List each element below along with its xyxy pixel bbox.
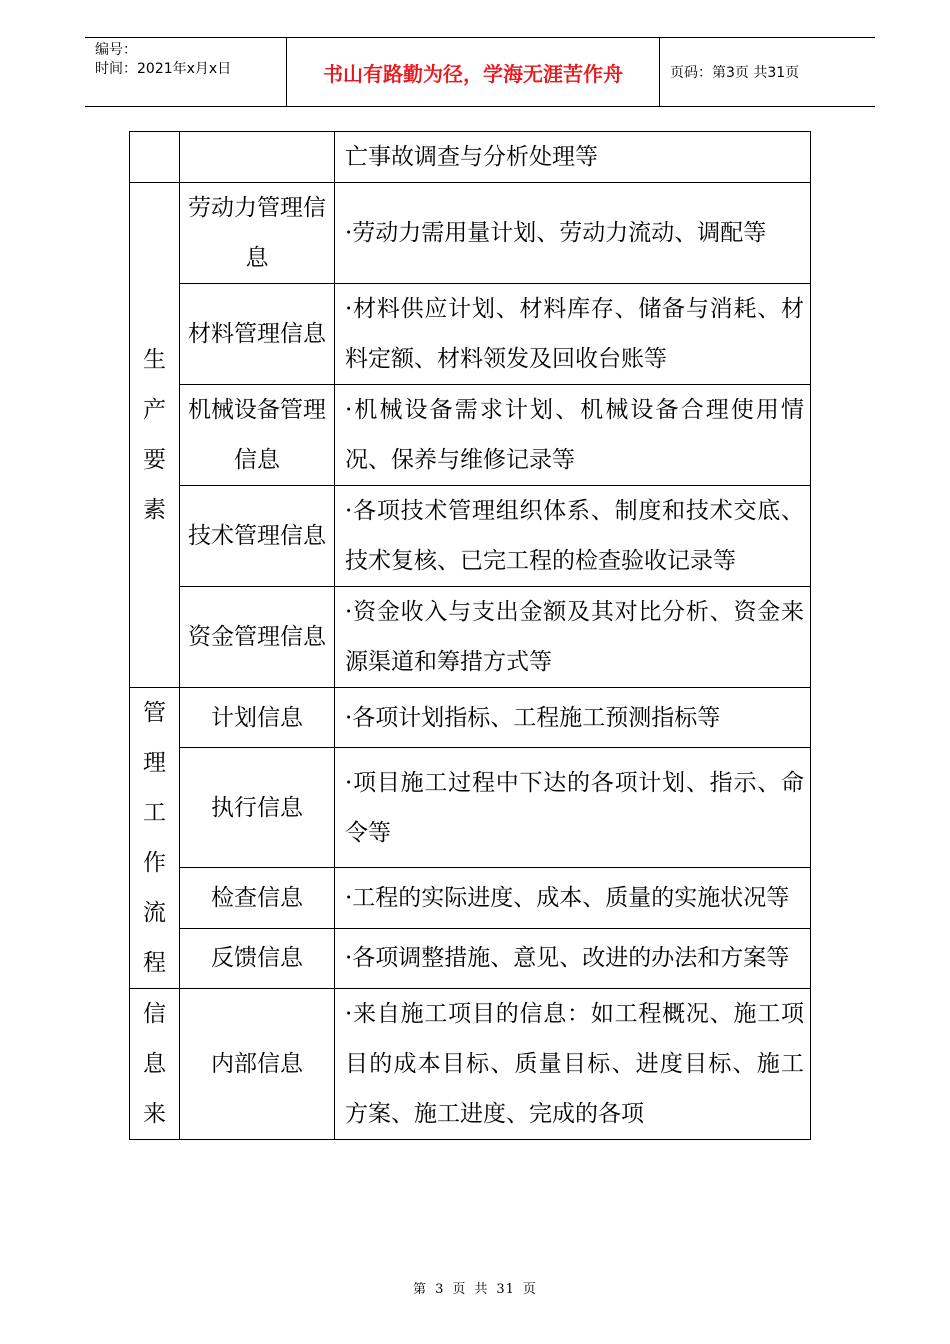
header-meta: [85, 38, 287, 106]
table-row: [130, 928, 811, 988]
sub-category-label: 资金管理信息: [180, 587, 335, 688]
sub-category-label: 材料管理信息: [180, 284, 335, 385]
row-description: ·各项调整措施、意见、改进的办法和方案等: [335, 928, 811, 988]
table-row: [130, 183, 811, 284]
sub-category-label: 机械设备管理信息: [180, 385, 335, 486]
category-production-factors: 生产要素: [130, 183, 180, 688]
header-page-number: 页码：第3页 共31页: [670, 65, 800, 81]
footer-total-pages: 31: [496, 1282, 515, 1297]
footer-text: 第: [413, 1282, 428, 1297]
row-description: ·来自施工项目的信息：如工程概况、施工项目的成本目标、质量目标、进度目标、施工方案、施工进度、完成的各项: [335, 989, 811, 1140]
row-description: ·项目施工过程中下达的各项计划、指示、命令等: [335, 748, 811, 868]
row-description: ·工程的实际进度、成本、质量的实施状况等: [335, 868, 811, 928]
document-date: 时间：2021年x月x日: [95, 61, 232, 77]
sub-category-label: 计划信息: [180, 688, 335, 748]
table-cell-empty: [180, 132, 335, 183]
information-table: [129, 131, 811, 1140]
sub-category-label: 内部信息: [180, 989, 335, 1140]
page-footer: [0, 1278, 950, 1297]
table-cell-empty: [130, 132, 180, 183]
page-header: [85, 37, 875, 107]
header-motto: 书山有路勤为径，学海无涯苦作舟: [287, 38, 660, 106]
sub-category-label: 劳动力管理信息: [180, 183, 335, 284]
table-row: [130, 486, 811, 587]
row-description: ·资金收入与支出金额及其对比分析、资金来源渠道和筹措方式等: [335, 587, 811, 688]
sub-category-label: 执行信息: [180, 748, 335, 868]
footer-page-number: 3: [435, 1282, 445, 1297]
table-row: [130, 132, 811, 183]
footer-text: 页: [452, 1282, 467, 1297]
table-row: [130, 688, 811, 748]
table-row: [130, 748, 811, 868]
row-description: ·各项计划指标、工程施工预测指标等: [335, 688, 811, 748]
footer-text: 共: [474, 1282, 489, 1297]
sub-category-label: 检查信息: [180, 868, 335, 928]
row-description: ·各项技术管理组织体系、制度和技术交底、技术复核、已完工程的检查验收记录等: [335, 486, 811, 587]
sub-category-label: 技术管理信息: [180, 486, 335, 587]
table-row: [130, 868, 811, 928]
footer-text: 页: [522, 1282, 537, 1297]
row-description: 亡事故调查与分析处理等: [335, 132, 811, 183]
document-number: 编号：: [95, 42, 137, 58]
row-description: ·机械设备需求计划、机械设备合理使用情况、保养与维修记录等: [335, 385, 811, 486]
table-row: [130, 587, 811, 688]
table-row: [130, 989, 811, 1140]
row-description: ·材料供应计划、材料库存、储备与消耗、材料定额、材料领发及回收台账等: [335, 284, 811, 385]
sub-category-label: 反馈信息: [180, 928, 335, 988]
table-row: [130, 385, 811, 486]
row-description: ·劳动力需用量计划、劳动力流动、调配等: [335, 183, 811, 284]
category-management-workflow: 管理工作流程: [130, 688, 180, 989]
category-information-source: 信息来: [130, 989, 180, 1140]
table-row: [130, 284, 811, 385]
